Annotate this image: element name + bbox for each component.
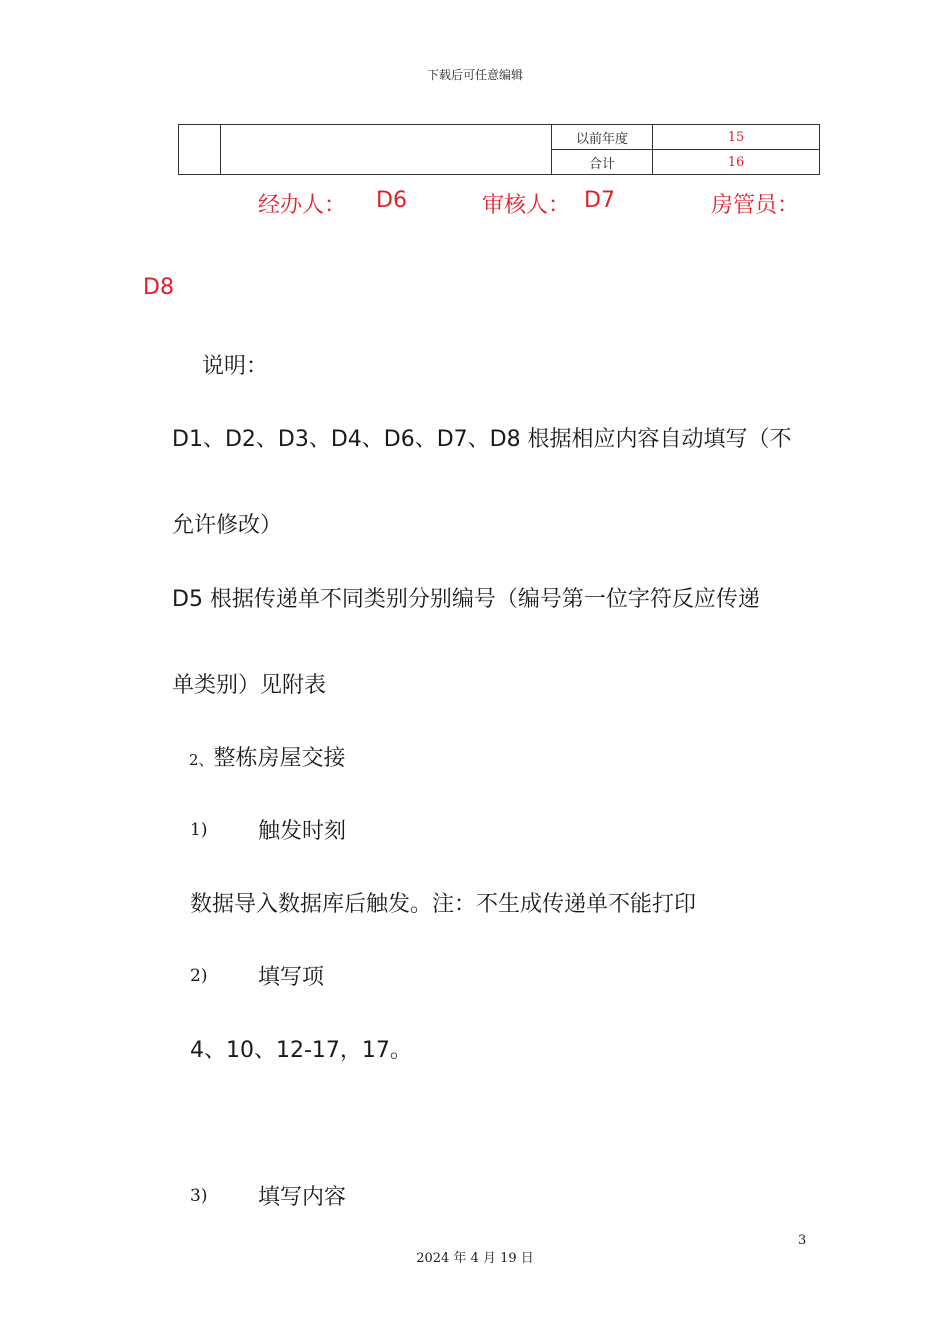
auto-fill-line-2: 允许修改） <box>172 513 283 538</box>
summary-table <box>178 124 820 175</box>
item-2-number: 2) <box>190 966 208 986</box>
item-2-title: 填写项 <box>258 965 325 990</box>
reviewer-label: 审核人： <box>482 193 571 218</box>
item-1-text: 数据导入数据库后触发。注：不生成传递单不能打印 <box>190 892 697 917</box>
section-title: 整栋房屋交接 <box>213 746 346 771</box>
section-number: 2、 <box>189 751 214 769</box>
table-cell-empty <box>179 125 221 175</box>
table-row-value: 15 <box>653 125 820 150</box>
table-cell-empty <box>221 125 552 175</box>
d5-line-2: 单类别）见附表 <box>172 673 327 698</box>
keeper-label: 房管员： <box>711 193 800 218</box>
keeper-code: D8 <box>143 275 174 300</box>
table-row-label: 合计 <box>552 150 653 175</box>
section-heading <box>189 741 346 772</box>
reviewer-code: D7 <box>584 188 615 213</box>
item-1-number: 1) <box>190 820 208 840</box>
page-number: 3 <box>798 1233 807 1248</box>
item-1-title: 触发时刻 <box>258 819 347 844</box>
table-row-value: 16 <box>653 150 820 175</box>
handler-label: 经办人： <box>258 193 347 218</box>
handler-code: D6 <box>376 188 407 213</box>
item-3-number: 3) <box>190 1186 208 1206</box>
item-2-text: 4、10、12-17，17。 <box>190 1038 412 1063</box>
table-row <box>179 125 820 150</box>
d5-line-1: D5 根据传递单不同类别分别编号（编号第一位字符反应传递 <box>172 587 760 612</box>
auto-fill-line-1: D1、D2、D3、D4、D6、D7、D8 根据相应内容自动填写（不 <box>172 427 792 452</box>
header-note: 下载后可任意编辑 <box>426 68 523 82</box>
footer-date: 2024 年 4 月 19 日 <box>416 1251 534 1266</box>
explanation-heading: 说明： <box>202 354 269 379</box>
table-row-label: 以前年度 <box>552 125 653 150</box>
item-3-title: 填写内容 <box>258 1185 347 1210</box>
